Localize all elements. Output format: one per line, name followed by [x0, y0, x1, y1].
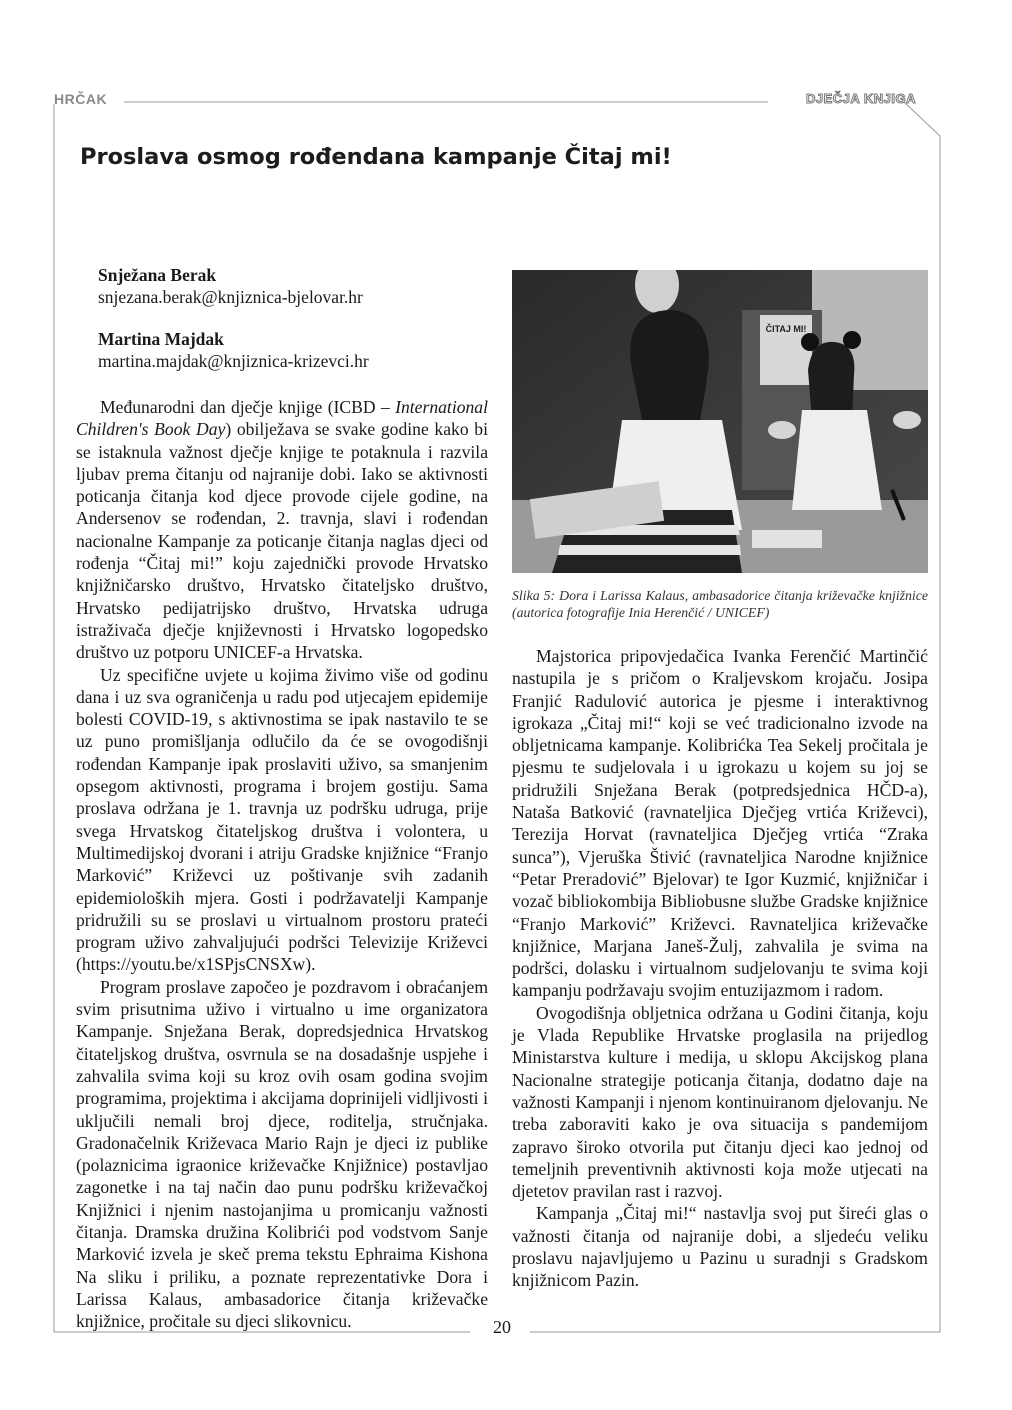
- photo-sign-text: ČITAJ MI!: [765, 324, 807, 334]
- intro-paragraph: [76, 396, 488, 664]
- body-paragraph: Majstorica pripovjedačica Ivanka Ferenčić Martinčić nastupila je s pričom o Kraljevskom krojaču. Josipa Franjić Radulović autorica je pjesme i interaktivnog igrokaza „Čitaj mi!“ koji se već tradicionalno izvode na obljetnicama kampanje. Kolibrićka Tea Sekelj pročitala je pjesmu te sudjelovala i u igrokazu u kojem su joj se pridružili Snježana Berak (potpredsjednica HČD-a), Nataša Batković (ravnateljica Dječjeg vrtića Križevci), Terezija Horvat (ravnateljica Dječjeg vrtića “Zraka sunca”), Vjeruška Štivić (ravnateljica Narodne knjižnice “Petar Preradović” Bjelovar) te Igor Kuzmić, knjižničar i vozač bibliokombija Bibliobusne službe Gradske knjižnice “Franjo Marković” Križevci. Ravnateljica križevačke knjižnice, Marjana Janeš-Žulj, zahvalila je svima na podršci, dolasku i virtualnom sudjelovanju te svima koji kampanju podržavaju svojim entuzijazmom i radom.: [512, 646, 928, 1001]
- right-column: [512, 645, 928, 1292]
- header-left-logo: HRČAK: [54, 91, 108, 107]
- author-email[interactable]: snjezana.berak@knjiznica-bjelovar.hr: [98, 287, 363, 307]
- article-title: Proslava osmog rođendana kampanje Čitaj mi!: [80, 144, 672, 170]
- body-paragraph: Kampanja „Čitaj mi!“ nastavlja svoj put šireći glas o važnosti čitanja od najranije dobi, a sljedeću veliku proslavu najavljujemo u Pazinu u suradnji s Gradskom knjižnicom Pazin.: [512, 1203, 928, 1291]
- left-column: [76, 396, 488, 1332]
- author-1: [98, 264, 458, 308]
- intro-text-1: Međunarodni dan dječje knjige (ICBD –: [100, 397, 396, 417]
- author-2: [98, 328, 458, 372]
- authors: [98, 264, 458, 392]
- photo-caption: Slika 5: Dora i Larissa Kalaus, ambasadorice čitanja križevačke knjižnice (autorica fotografije Inia Herenčić / UNICEF): [512, 588, 928, 620]
- article-photo: [512, 270, 928, 573]
- intro-text-italic: International Children's Book Day: [76, 397, 488, 440]
- photo-illustration: [512, 270, 928, 573]
- page-number: 20: [493, 1317, 511, 1337]
- intro-text-2: ) obilježava se svake godine kako bi se istaknula važnost dječje knjige te potaknula i razvila ljubav prema čitanju od najranije dobi. Iako se aktivnosti poticanja čitanja kod djece provode cijele godine, na Andersenov se rođendan, 2. travnja, slavi i rođendan nacionalne Kampanje za poticanje čitanja naglas djeci od rođenja “Čitaj mi!” koju zajednički provode Hrvatsko knjižničarsko društvo, Hrvatsko čitateljsko društvo, Hrvatsko pedijatrijsko društvo, Hrvatska udruga istraživača dječje književnosti i Hrvatsko logopedsko društvo uz potporu UNICEF-a Hrvatska.: [76, 419, 488, 663]
- author-name: Snježana Berak: [98, 265, 217, 285]
- body-paragraph: Program proslave započeo je pozdravom i obraćanjem svim prisutnima uživo i virtualno u ime organizatora Kampanje. Snježana Berak, dopredsjednica Hrvatskog čitateljskog društva, osvrnula se na dosadašnje uspjehe i zahvalila svima koji su kroz ovih osam godina svojim programima, projektima i akcijama doprinijeli vidljivosti i uključili nemali broj djece, roditelja, stručnjaka. Gradonačelnik Križevaca Mario Rajn je djeci iz publike (polaznicima igraonice križevačke Knjižnice) postavljao zagonetke i na taj način dao punu podršku križevačkoj Knjižnici i njenim nastojanjima u promicanju važnosti čitanja. Dramska družina Kolibrići pod vodstvom Sanje Marković izvela je skeč prema tekstu Ephraima Kishona Na sliku i priliku, a poznate reprezentativke Dora i Larissa Kalaus, ambasadorice čitanja križevačke knjižnice, pročitale su djeci slikovnicu.: [76, 976, 488, 1332]
- body-paragraph: Uz specifične uvjete u kojima živimo više od godinu dana i uz sva ograničenja u radu pod utjecajem epidemije bolesti COVID-19, s aktivnostima se ipak nastavilo te se uz puno promišljanja odlučilo da će se ovogodišnji rođendan Kampanje ipak proslaviti uživo, sa smanjenim opsegom aktivnosti, programa i brojem gostiju. Sama proslava održana je 1. travnja uz podršku udruga, prije svega Hrvatskog čitateljskog društva i volontera, u Multimedijskoj dvorani i atriju Gradske knjižnice “Franjo Marković” Križevci uz poštivanje svih zadanih epidemioloških mjera. Gosti i podržavatelji Kampanje pridružili su se proslavi u virtualnom prostoru prateći program uživo zahvaljujući podršci Televizije Križevci (https://youtu.be/x1SPjsCNSXw).: [76, 664, 488, 975]
- author-email[interactable]: martina.majdak@knjiznica-krizevci.hr: [98, 351, 369, 371]
- body-paragraph: Ovogodišnja obljetnica održana u Godini čitanja, koju je Vlada Republike Hrvatske proglasila na prijedlog Ministarstva kulture i medija, u sklopu Akcijskog plana Nacionalne strategije poticanja čitanja, dodatno daje na važnosti Kampanji i njenom kontinuiranom djelovanju. Ne treba zaboraviti kako je ova situacija s pandemijom zapravo široko otvorila put čitanju djeci kao jednoj od temeljnih preventivnih aktivnosti koja može utjecati na djetetov pravilan rast i razvoj.: [512, 1002, 928, 1202]
- header-right-section: DJEČJA KNJIGA: [805, 91, 916, 106]
- author-name: Martina Majdak: [98, 329, 224, 349]
